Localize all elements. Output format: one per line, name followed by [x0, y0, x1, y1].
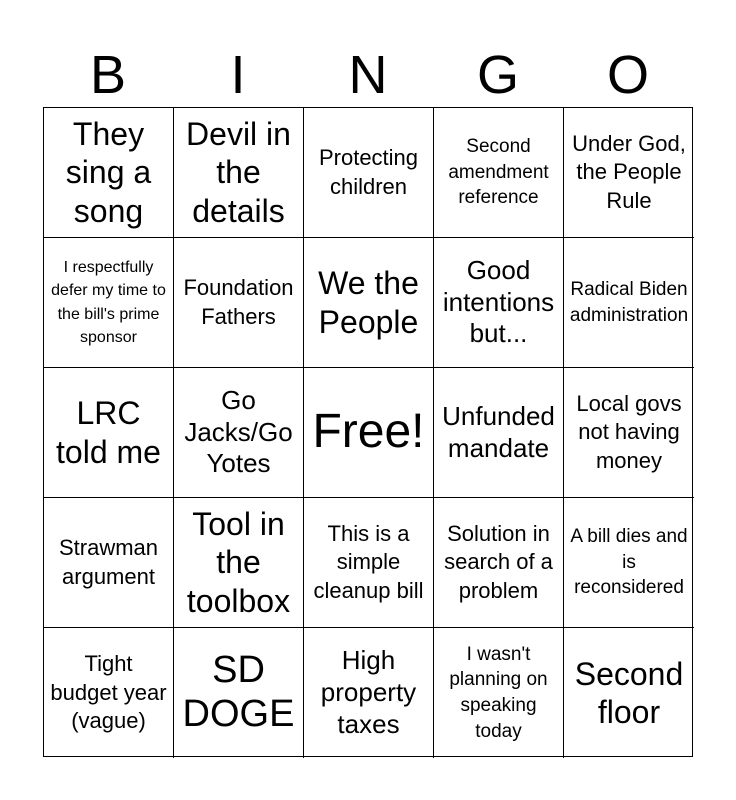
bingo-cell: Tool in the toolbox	[174, 498, 304, 628]
header-letter-g: G	[476, 45, 519, 105]
bingo-cell: I respectfully defer my time to the bill's prime sponsor	[44, 238, 174, 368]
bingo-cell: Radical Biden administration	[564, 238, 694, 368]
bingo-cell: High property taxes	[304, 628, 434, 758]
bingo-cell: SD DOGE	[174, 628, 304, 758]
bingo-cell: Good intentions but...	[434, 238, 564, 368]
bingo-cell: Tight budget year (vague)	[44, 628, 174, 758]
bingo-cell: Strawman argument	[44, 498, 174, 628]
bingo-grid	[43, 107, 693, 757]
bingo-header	[43, 44, 693, 106]
header-letter-i: I	[230, 45, 246, 105]
bingo-cell: I wasn't planning on speaking today	[434, 628, 564, 758]
bingo-cell: Under God, the People Rule	[564, 108, 694, 238]
bingo-cell: Second amendment reference	[434, 108, 564, 238]
bingo-cell: We the People	[304, 238, 434, 368]
bingo-cell: Protecting children	[304, 108, 434, 238]
bingo-cell: Go Jacks/Go Yotes	[174, 368, 304, 498]
header-letter-n: N	[348, 45, 388, 105]
bingo-cell: This is a simple cleanup bill	[304, 498, 434, 628]
bingo-cell: Unfunded mandate	[434, 368, 564, 498]
header-letter-o: O	[606, 45, 649, 105]
free-space: Free!	[304, 368, 434, 498]
bingo-cell: LRC told me	[44, 368, 174, 498]
bingo-cell: Devil in the details	[174, 108, 304, 238]
bingo-cell: Solution in search of a problem	[434, 498, 564, 628]
header-letter-b: B	[89, 45, 127, 105]
bingo-cell: Local govs not having money	[564, 368, 694, 498]
bingo-cell: They sing a song	[44, 108, 174, 238]
bingo-cell: A bill dies and is reconsidered	[564, 498, 694, 628]
bingo-cell: Foundation Fathers	[174, 238, 304, 368]
bingo-cell: Second floor	[574, 655, 684, 730]
